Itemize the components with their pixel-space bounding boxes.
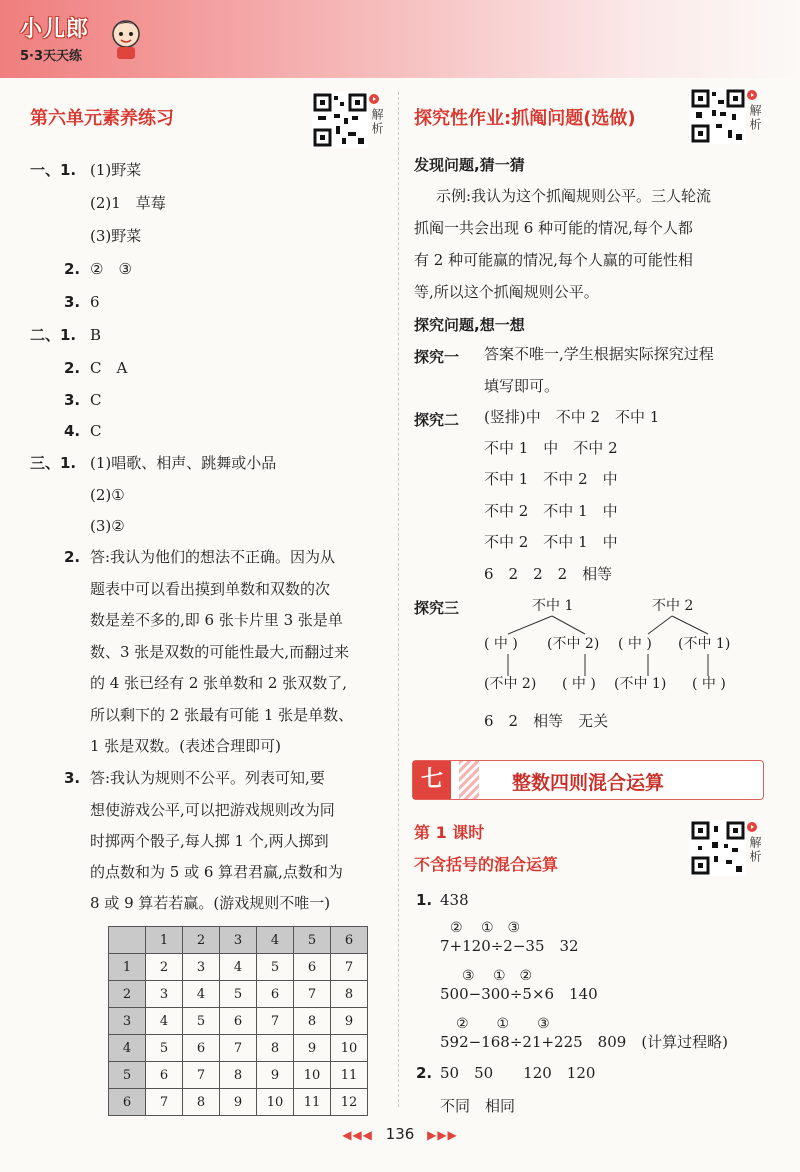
table-cell: 3 — [109, 1008, 146, 1035]
left-section-title: 第六单元素养练习 — [30, 108, 174, 129]
table-cell: 2 — [183, 927, 220, 954]
answer-label: 三、1. — [30, 454, 77, 472]
table-cell: 12 — [331, 1089, 368, 1116]
table-cell: 8 — [220, 1062, 257, 1089]
table-cell: 6 — [257, 981, 294, 1008]
table-cell: 3 — [146, 981, 183, 1008]
paragraph-line: 答:我认为他们的想法不正确。因为从 — [90, 548, 336, 566]
table-cell: 7 — [183, 1062, 220, 1089]
answer-line: 不同 相同 — [440, 1097, 516, 1115]
tree-node: (不中 1) — [614, 676, 667, 692]
answer-label: 3. — [64, 391, 81, 409]
step-order-marks: ② ① ③ — [450, 920, 521, 936]
paragraph-line: 数、3 张是双数的可能性最大,而翻过来 — [90, 643, 350, 661]
explore-label: 探究二 — [414, 411, 460, 429]
unit-banner — [412, 760, 764, 800]
table-cell: 5 — [146, 1035, 183, 1062]
answer-label: 2. — [64, 260, 81, 278]
tree-node: (不中 1) — [678, 636, 731, 652]
table-cell: 11 — [331, 1062, 368, 1089]
answer-text: ② ③ — [90, 260, 132, 278]
table-cell: 6 — [109, 1089, 146, 1116]
table-cell: 2 — [109, 981, 146, 1008]
paragraph-line: 1 张是双数。(表述合理即可) — [90, 737, 282, 755]
tree-node: (不中 2) — [484, 676, 537, 692]
answer-text: C — [90, 422, 102, 440]
table-cell — [109, 927, 146, 954]
answer-text: (3)野菜 — [90, 227, 142, 245]
paragraph-line: 的 4 张已经有 2 张单数和 2 张双数了, — [90, 674, 348, 692]
table-cell: 3 — [183, 954, 220, 981]
table-cell: 11 — [294, 1089, 331, 1116]
dice-sum-table — [108, 926, 368, 1116]
play-icon — [369, 94, 379, 104]
paragraph-line: 抓阄一共会出现 6 种可能的情况,每个人都 — [414, 219, 693, 237]
tree-node: ( 中 ) — [562, 676, 596, 692]
tree-node: ( 中 ) — [692, 676, 726, 692]
qr-code-icon[interactable] — [690, 820, 746, 876]
calc-expression: 500−300÷5×6 140 — [440, 985, 598, 1003]
table-cell: 8 — [294, 1008, 331, 1035]
answer-text: (2)① — [90, 486, 125, 504]
paragraph-line: 数是差不多的,即 6 张卡片里 3 张是单 — [90, 611, 343, 629]
unit-title: 整数四则混合运算 — [511, 772, 664, 794]
table-cell: 5 — [220, 981, 257, 1008]
answer-label: 一、1. — [30, 161, 77, 179]
step-order-marks: ③ ① ② — [462, 968, 533, 984]
table-row — [109, 981, 368, 1008]
answer-text: (1)野菜 — [90, 161, 142, 179]
table-cell: 4 — [220, 954, 257, 981]
table-cell: 6 — [220, 1008, 257, 1035]
brand-name: 小儿郎 — [20, 17, 90, 42]
brand-logo — [20, 12, 89, 64]
table-cell: 5 — [294, 927, 331, 954]
table-cell: 1 — [146, 927, 183, 954]
section-heading: 探究问题,想一想 — [414, 316, 525, 334]
paragraph-line: 想使游戏公平,可以把游戏规则改为同 — [90, 801, 335, 819]
table-cell: 6 — [183, 1035, 220, 1062]
table-cell: 7 — [220, 1035, 257, 1062]
mascot-icon — [108, 18, 144, 60]
qr-code-icon[interactable] — [312, 92, 368, 148]
table-cell: 6 — [294, 954, 331, 981]
table-cell: 8 — [183, 1089, 220, 1116]
paragraph-line: 有 2 种可能赢的情况,每个人赢的可能性相 — [414, 251, 693, 269]
qr-label: 解析 — [370, 108, 384, 136]
paragraph-line: 的点数和为 5 或 6 算君君赢,点数和为 — [90, 863, 343, 881]
table-cell: 8 — [257, 1035, 294, 1062]
play-icon — [747, 90, 757, 100]
table-cell: 5 — [183, 1008, 220, 1035]
table-row — [109, 1089, 368, 1116]
table-cell: 9 — [220, 1089, 257, 1116]
table-cell: 3 — [220, 927, 257, 954]
brand-series: 5·3天天练 — [20, 49, 83, 64]
answer-label: 2. — [64, 359, 81, 377]
table-row — [109, 1062, 368, 1089]
explore-label: 探究三 — [414, 599, 460, 617]
table-cell: 6 — [146, 1062, 183, 1089]
paragraph-line: 题表中可以看出摸到单数和双数的次 — [90, 580, 331, 598]
play-icon — [747, 822, 757, 832]
table-cell: 7 — [331, 954, 368, 981]
table-cell: 4 — [146, 1008, 183, 1035]
prev-arrows-icon: ◀◀◀ — [342, 1128, 373, 1142]
paragraph-line: 时掷两个骰子,每人掷 1 个,两人掷到 — [90, 832, 329, 850]
tree-node: (不中 2) — [547, 636, 600, 652]
tree-root: 不中 1 — [532, 598, 574, 614]
paragraph-line: 答案不唯一,学生根据实际探究过程 — [484, 345, 714, 363]
table-cell: 5 — [257, 954, 294, 981]
answer-text: C — [90, 391, 102, 409]
paragraph-line: 填写即可。 — [484, 377, 560, 395]
table-cell: 10 — [294, 1062, 331, 1089]
table-cell: 9 — [331, 1008, 368, 1035]
next-arrows-icon: ▶▶▶ — [427, 1128, 458, 1142]
answer-text: B — [90, 326, 102, 344]
answer-text: C A — [90, 359, 128, 377]
answer-line: 438 — [440, 891, 469, 909]
tree-root: 不中 2 — [652, 598, 694, 614]
step-order-marks: ② ① ③ — [456, 1016, 550, 1032]
table-cell: 7 — [146, 1089, 183, 1116]
table-cell: 10 — [331, 1035, 368, 1062]
right-section-title: 探究性作业:抓阄问题(选做) — [414, 108, 636, 129]
section-heading: 发现问题,猜一猜 — [414, 156, 525, 174]
table-cell: 10 — [257, 1089, 294, 1116]
table-row — [109, 954, 368, 981]
table-cell: 1 — [109, 954, 146, 981]
paragraph-line: 等,所以这个抓阄规则公平。 — [414, 283, 599, 301]
lesson-title: 不含括号的混合运算 — [414, 855, 559, 874]
answer-line: 不中 1 中 不中 2 — [484, 439, 618, 457]
answer-label: 4. — [64, 422, 81, 440]
table-cell: 4 — [183, 981, 220, 1008]
question-label: 1. — [416, 891, 433, 909]
table-cell: 9 — [294, 1035, 331, 1062]
table-row — [109, 1008, 368, 1035]
answer-text: (2)1 草莓 — [90, 194, 166, 212]
answer-text: 6 — [90, 293, 100, 311]
table-cell: 5 — [109, 1062, 146, 1089]
answer-label: 二、1. — [30, 326, 77, 344]
table-cell: 7 — [294, 981, 331, 1008]
answer-line: (竖排)中 不中 2 不中 1 — [484, 408, 660, 426]
question-label: 2. — [64, 548, 81, 566]
answer-line: 50 50 120 120 — [440, 1064, 596, 1082]
answer-text: (1)唱歌、相声、跳舞或小品 — [90, 454, 277, 472]
tree-node: ( 中 ) — [618, 636, 652, 652]
paragraph-line: 答:我认为规则不公平。列表可知,要 — [90, 769, 325, 787]
table-cell: 4 — [109, 1035, 146, 1062]
table-row — [109, 1035, 368, 1062]
table-cell: 6 — [331, 927, 368, 954]
calc-expression: 592−168÷21+225 809 (计算过程略) — [440, 1033, 729, 1051]
answer-text: (3)② — [90, 517, 125, 535]
paragraph-line: 8 或 9 算若若赢。(游戏规则不唯一) — [90, 894, 331, 912]
tree-node: ( 中 ) — [484, 636, 518, 652]
page-number-bar — [0, 1125, 800, 1143]
paragraph-line: 所以剩下的 2 张最有可能 1 张是单数、 — [90, 706, 354, 724]
answer-line: 6 2 2 2 相等 — [484, 565, 613, 583]
qr-code-icon[interactable] — [690, 88, 746, 144]
qr-label: 解析 — [748, 836, 762, 864]
paragraph-line: 示例:我认为这个抓阄规则公平。三人轮流 — [436, 187, 712, 205]
answer-line: 不中 1 不中 2 中 — [484, 470, 618, 488]
unit-number: 七 — [413, 761, 451, 799]
answer-line: 不中 2 不中 1 中 — [484, 533, 618, 551]
table-cell: 9 — [257, 1062, 294, 1089]
table-cell: 7 — [257, 1008, 294, 1035]
answer-line: 6 2 相等 无关 — [484, 712, 609, 730]
answer-label: 3. — [64, 293, 81, 311]
column-divider — [398, 92, 399, 1107]
question-label: 3. — [64, 769, 81, 787]
qr-label: 解析 — [748, 104, 762, 132]
table-cell: 2 — [146, 954, 183, 981]
answer-line: 不中 2 不中 1 中 — [484, 502, 618, 520]
page-number: 136 — [385, 1125, 415, 1143]
calc-expression: 7+120÷2−35 32 — [440, 937, 579, 955]
table-cell: 4 — [257, 927, 294, 954]
lesson-label: 第 1 课时 — [414, 823, 485, 842]
question-label: 2. — [416, 1064, 433, 1082]
table-cell: 8 — [331, 981, 368, 1008]
explore-label: 探究一 — [414, 348, 460, 366]
table-header-row — [109, 927, 368, 954]
